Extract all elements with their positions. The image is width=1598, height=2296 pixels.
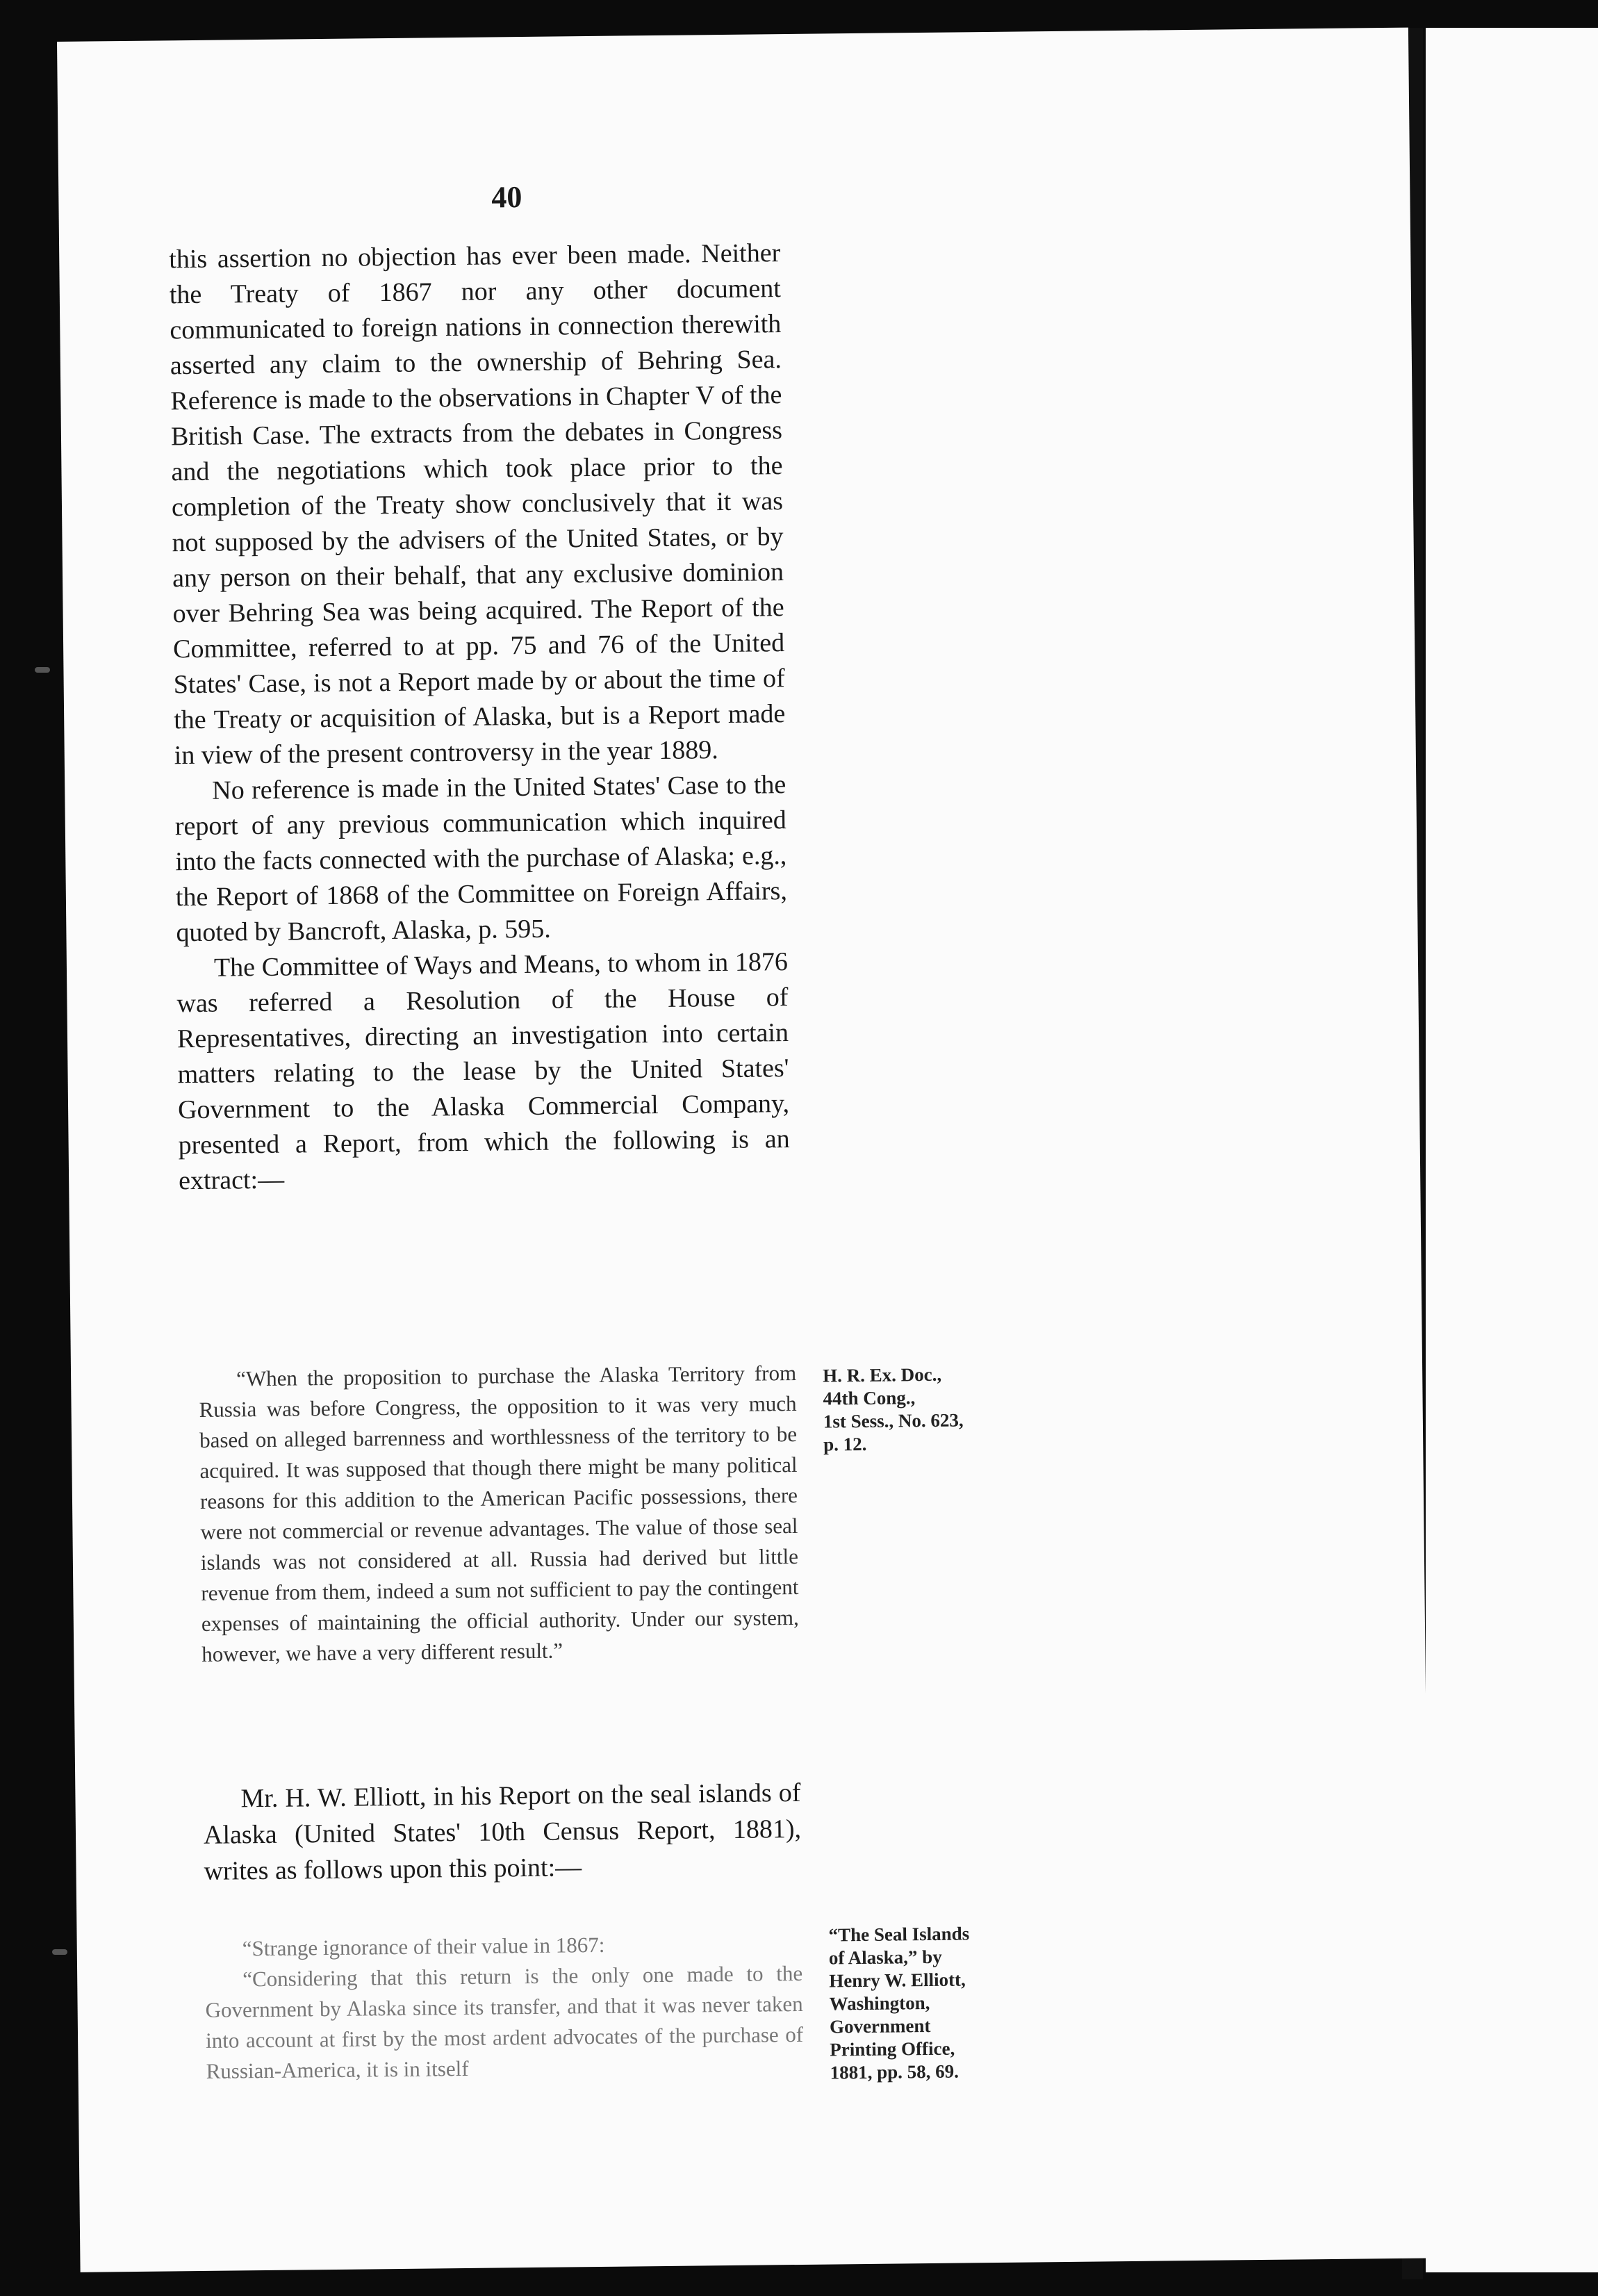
note-line: 1st Sess., No. 623, (823, 1409, 964, 1432)
main-text (169, 236, 790, 1199)
note-line: of Alaska,” by (828, 1946, 942, 1969)
note-line: 44th Cong., (823, 1387, 916, 1409)
paragraph-4: Mr. H. W. Elliott, in his Report on the seal islands of Alaska (United States' 10th Census Report, 1881), writes as follows upon this point:— (203, 1778, 802, 1886)
paragraph-3: The Committee of Ways and Means, to whom in 1876 was referred a Resolution of the House of Representatives, directing an investigation into certain matters relating to the lease by the United States' Government to the Alaska Commercial Company, presented a Report, from which the following is an extract:— (176, 947, 790, 1196)
note-line: Washington, (829, 1992, 930, 2015)
paragraph-1: this assertion no objection has ever been made. Neither the Treaty of 1867 nor any other document communicated to foreign nations in connection therewith asserted any claim to the ownership of Behring Sea. Reference is made to the observations in Chapter V of the British Case. The extracts from the debates in Congress and the negotiations which took place prior to the completion of the Treaty show conclusively that it was not supposed by the advisers of the United States, or by any person on their behalf, that any exclusive dominion over Behring Sea was being acquired. The Report of the Committee, referred to at pp. 75 and 76 of the United States' Case, is not a Report made by or about the time of the Treaty or acquisition of Alaska, but is a Report made in view of the present controversy in the year 1889. (169, 238, 786, 771)
note-line: “The Seal Islands (828, 1923, 970, 1946)
scan-mark (35, 667, 50, 673)
block-quote-committee (199, 1358, 800, 1670)
margin-note-citation-2 (828, 1922, 971, 2084)
note-line: Henry W. Elliott, (829, 1969, 966, 1992)
note-line: p. 12. (823, 1433, 867, 1455)
paragraph-2: No reference is made in the United States' Case to the report of any previous communication which inquired into the facts connected with the purchase of Alaska; e.g., the Report of 1868 of the Committee on Foreign Affairs, quoted by Bancroft, Alaska, p. 595. (174, 770, 788, 948)
scan-mark (52, 1949, 67, 1955)
quote-line: “Strange ignorance of their value in 1867: (242, 1932, 605, 1961)
paragraph-elliott (203, 1775, 802, 1889)
page-number: 40 (491, 180, 522, 215)
note-line: Printing Office, (830, 2037, 955, 2060)
facing-page (1426, 28, 1598, 2272)
quote-text: “Considering that this return is the only one made to the Government by Alaska since its transfer, and that it was never taken into account at first by the most ardent advocates of the purchase of Russian-America, it is in itself (205, 1960, 804, 2083)
document-page (57, 28, 1432, 2272)
margin-note-citation-1 (823, 1363, 964, 1456)
note-line: H. R. Ex. Doc., (823, 1363, 942, 1386)
block-quote-elliott (205, 1928, 804, 2087)
note-line: Government (829, 2015, 931, 2037)
quote-text: “When the proposition to purchase the Alaska Territory from Russia was before Congress, the opposition to it was very much based on alleged barrenness and worthlessness of the territory to be acquired. It was supposed that though there might be many political reasons for this addition to the American Pacific possessions, there were not commercial or revenue advantages. The value of those seal islands was not considered at all. Russia had derived but little revenue from them, indeed a sum not sufficient to pay the contingent expenses of maintaining the official authority. Under our system, however, we have a very different result.” (199, 1360, 799, 1666)
note-line: 1881, pp. 58, 69. (830, 2060, 959, 2083)
